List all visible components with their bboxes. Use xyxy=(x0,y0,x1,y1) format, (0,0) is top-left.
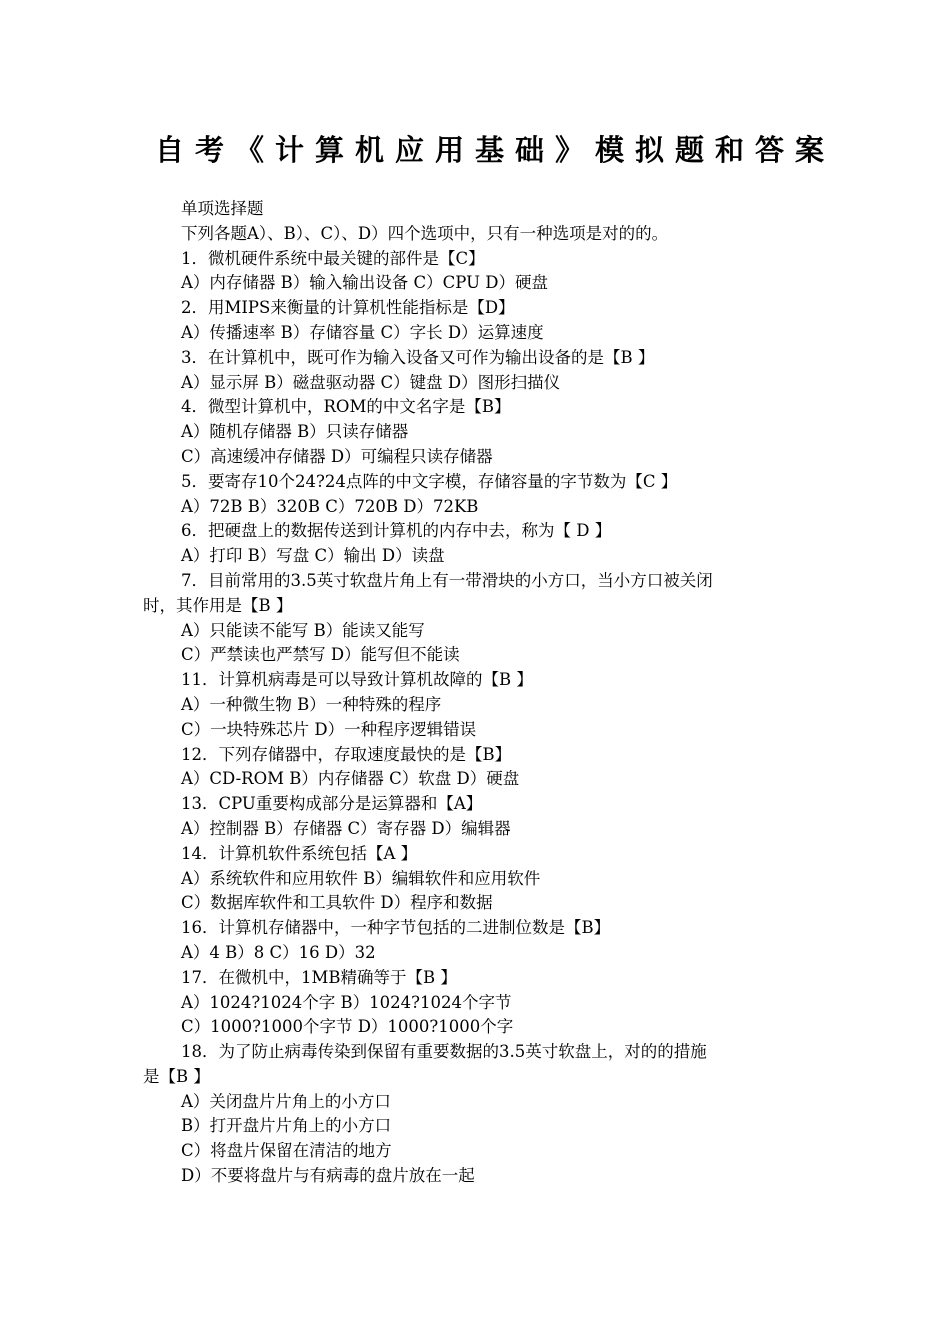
text-line: 2．用MIPS来衡量的计算机性能指标是【D】 xyxy=(181,298,515,318)
text-line: D）不要将盘片与有病毒的盘片放在一起 xyxy=(181,1166,475,1186)
text-line: A）显示屏 B）磁盘驱动器 C）键盘 D）图形扫描仪 xyxy=(181,372,561,392)
text-line: 7．目前常用的3.5英寸软盘片角上有一带滑块的小方口，当小方口被关闭 xyxy=(181,570,713,590)
text-line: 3．在计算机中，既可作为输入设备又可作为输出设备的是【B 】 xyxy=(181,347,655,367)
text-line: 是【B 】 xyxy=(143,1066,210,1086)
text-line: A）内存储器 B）输入输出设备 C）CPU D）硬盘 xyxy=(181,273,548,293)
text-line: C）高速缓冲存储器 D）可编程只读存储器 xyxy=(181,446,493,466)
text-line: A）打印 B）写盘 C）输出 D）读盘 xyxy=(181,546,445,566)
text-line: 17．在微机中，1MB精确等于【B 】 xyxy=(181,967,457,987)
text-line: 16．计算机存储器中，一种字节包括的二进制位数是【B】 xyxy=(181,918,611,938)
text-line: A）控制器 B）存储器 C）寄存器 D）编辑器 xyxy=(181,818,511,838)
text-line: 11．计算机病毒是可以导致计算机故障的【B 】 xyxy=(181,670,533,690)
text-line: 13．CPU重要构成部分是运算器和【A】 xyxy=(181,794,483,814)
text-line: 4．微型计算机中，ROM的中文名字是【B】 xyxy=(181,397,511,417)
text-line: A）CD-ROM B）内存储器 C）软盘 D）硬盘 xyxy=(181,769,520,789)
text-line: A）1024?1024个字 B）1024?1024个字节 xyxy=(181,992,512,1012)
text-line: 12．下列存储器中，存取速度最快的是【B】 xyxy=(181,744,512,764)
text-line: 5．要寄存10个24?24点阵的中文字模，存储容量的字节数为【C 】 xyxy=(181,471,678,491)
text-line: A）传播速率 B）存储容量 C）字长 D）运算速度 xyxy=(181,322,544,342)
text-line: A）一种微生物 B）一种特殊的程序 xyxy=(181,694,442,714)
text-line: A）随机存储器 B）只读存储器 xyxy=(181,422,409,442)
text-line: C）严禁读也严禁写 D）能写但不能读 xyxy=(181,645,460,665)
document-body xyxy=(143,197,813,1189)
text-line: C）将盘片保留在清洁的地方 xyxy=(181,1141,392,1161)
text-line: A）只能读不能写 B）能读又能写 xyxy=(181,620,425,640)
text-line: 单项选择题 xyxy=(181,199,264,218)
text-line: 18．为了防止病毒传染到保留有重要数据的3.5英寸软盘上，对的的措施 xyxy=(181,1042,707,1062)
text-line: A）关闭盘片片角上的小方口 xyxy=(181,1091,391,1111)
document-title: 自考《计算机应用基础》模拟题和答案 xyxy=(154,133,835,167)
text-line: C）一块特殊芯片 D）一种程序逻辑错误 xyxy=(181,719,477,739)
text-line: 时，其作用是【B 】 xyxy=(143,595,293,615)
text-line: A）系统软件和应用软件 B）编辑软件和应用软件 xyxy=(181,868,541,888)
text-line: C）数据库软件和工具软件 D）程序和数据 xyxy=(181,893,493,913)
text-line: B）打开盘片片角上的小方口 xyxy=(181,1116,392,1136)
text-line: 14．计算机软件系统包括【A 】 xyxy=(181,843,418,863)
text-line: 下列各题A）、B）、C）、D）四个选项中，只有一种选项是对的的。 xyxy=(181,223,669,243)
text-line: 1．微机硬件系统中最关键的部件是【C】 xyxy=(181,248,485,268)
text-line: C）1000?1000个字节 D）1000?1000个字 xyxy=(181,1017,514,1037)
text-line: 6．把硬盘上的数据传送到计算机的内存中去，称为【 D 】 xyxy=(181,521,612,541)
text-line: A）4 B）8 C）16 D）32 xyxy=(181,942,376,962)
text-line: A）72B B）320B C）720B D）72KB xyxy=(181,496,479,516)
